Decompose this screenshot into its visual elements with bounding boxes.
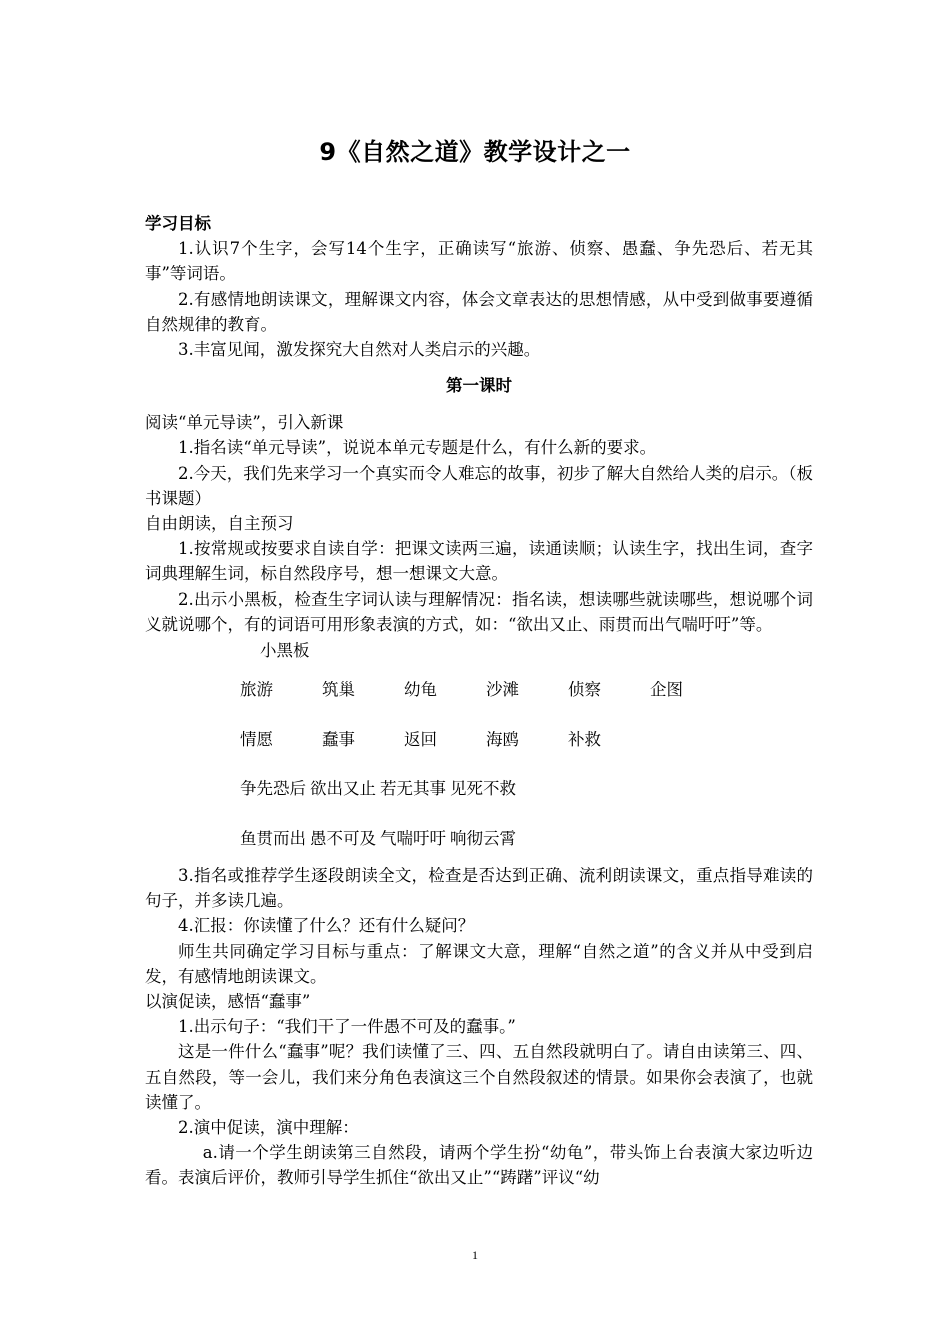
step-item: 2.今天，我们先来学习一个真实而令人难忘的故事，初步了解大自然给人类的启示。（板书课题） bbox=[145, 463, 813, 508]
vocab-phrase: 若无其事 bbox=[380, 779, 446, 799]
blackboard-title: 小黑板 bbox=[260, 641, 310, 661]
vocab-word: 补救 bbox=[568, 729, 601, 749]
vocab-word: 企图 bbox=[650, 680, 683, 700]
step-item: 师生共同确定学习目标与重点：了解课文大意，理解“自然之道”的含义并从中受到启发，有感情地朗读课文。 bbox=[145, 941, 813, 986]
vocab-phrase: 鱼贯而出 bbox=[240, 828, 306, 848]
vocab-phrase: 争先恐后 bbox=[240, 779, 306, 799]
step-heading: 以演促读，感悟“蠢事” bbox=[145, 992, 311, 1012]
vocab-phrase: 气喘吁吁 bbox=[380, 828, 446, 848]
page-number: 1 bbox=[472, 1248, 478, 1262]
goal-item: 3.丰富见闻，激发探究大自然对人类启示的兴趣。 bbox=[178, 340, 541, 360]
document-title: 9《自然之道》教学设计之一 bbox=[319, 138, 631, 166]
vocab-phrase: 愚不可及 bbox=[310, 828, 376, 848]
vocab-word: 海鸥 bbox=[486, 729, 519, 749]
goal-item: 1.认识7个生字，会写14个生字，正确读写“旅游、侦察、愚蠢、争先恐后、若无其事”等词语。 bbox=[145, 239, 813, 284]
vocab-word: 旅游 bbox=[240, 680, 273, 700]
step-item: 2.出示小黑板，检查生字词认读与理解情况：指名读，想读哪些就读哪些，想说哪个词义就说哪个，有的词语可用形象表演的方式，如：“欲出又止、雨贯而出气喘吁吁”等。 bbox=[145, 589, 813, 634]
vocab-word: 沙滩 bbox=[486, 680, 519, 700]
step-item: 1.指名读“单元导读”，说说本单元专题是什么，有什么新的要求。 bbox=[178, 438, 657, 458]
lesson-title: 第一课时 bbox=[446, 376, 512, 396]
blackboard-word-list bbox=[240, 637, 813, 863]
section-heading-goals: 学习目标 bbox=[145, 214, 211, 233]
step-heading: 阅读“单元导读”，引入新课 bbox=[145, 413, 344, 433]
vocab-phrase: 响彻云霄 bbox=[450, 828, 516, 848]
vocab-word: 情愿 bbox=[240, 729, 273, 749]
blackboard-row bbox=[240, 665, 813, 715]
vocab-word: 筑巢 bbox=[322, 680, 355, 700]
document-body bbox=[145, 211, 813, 1191]
step-heading: 自由朗读，自主预习 bbox=[145, 514, 294, 534]
vocab-word: 侦察 bbox=[568, 680, 601, 700]
vocab-word: 幼龟 bbox=[404, 680, 437, 700]
step-item: 1.按常规或按要求自读自学：把课文读两三遍，读通读顺；认读生字，找出生词，查字词典理解生词，标自然段序号，想一想课文大意。 bbox=[145, 539, 813, 584]
step-item: 这是一件什么“蠢事”呢？我们读懂了三、四、五自然段就明白了。请自由读第三、四、五自然段，等一会儿，我们来分角色表演这三个自然段叙述的情景。如果你会表演了，也就读懂了。 bbox=[145, 1042, 813, 1112]
step-item: 2.演中促读，演中理解： bbox=[178, 1118, 359, 1138]
step-subitem: a.请一个学生朗读第三自然段，请两个学生扮“幼龟”，带头饰上台表演大家边听边看。表演后评价，教师引导学生抓住“欲出又止”“踌躇”评议“幼 bbox=[145, 1143, 813, 1188]
step-item: 1.出示句子：“我们干了一件愚不可及的蠢事。” bbox=[178, 1017, 516, 1037]
blackboard-row bbox=[240, 814, 813, 864]
step-item: 4.汇报：你读懂了什么？还有什么疑问？ bbox=[178, 916, 475, 936]
goal-item: 2.有感情地朗读课文，理解课文内容，体会文章表达的思想情感，从中受到做事要遵循自然规律的教育。 bbox=[145, 289, 813, 334]
blackboard-row bbox=[240, 764, 813, 814]
step-item: 3.指名或推荐学生逐段朗读全文，检查是否达到正确、流利朗读课文，重点指导难读的句子，并多读几遍。 bbox=[145, 866, 813, 911]
blackboard-row bbox=[240, 715, 813, 765]
vocab-word: 返回 bbox=[404, 729, 437, 749]
vocab-phrase: 欲出又止 bbox=[310, 779, 376, 799]
vocab-word: 蠢事 bbox=[322, 729, 355, 749]
vocab-phrase: 见死不救 bbox=[450, 779, 516, 799]
